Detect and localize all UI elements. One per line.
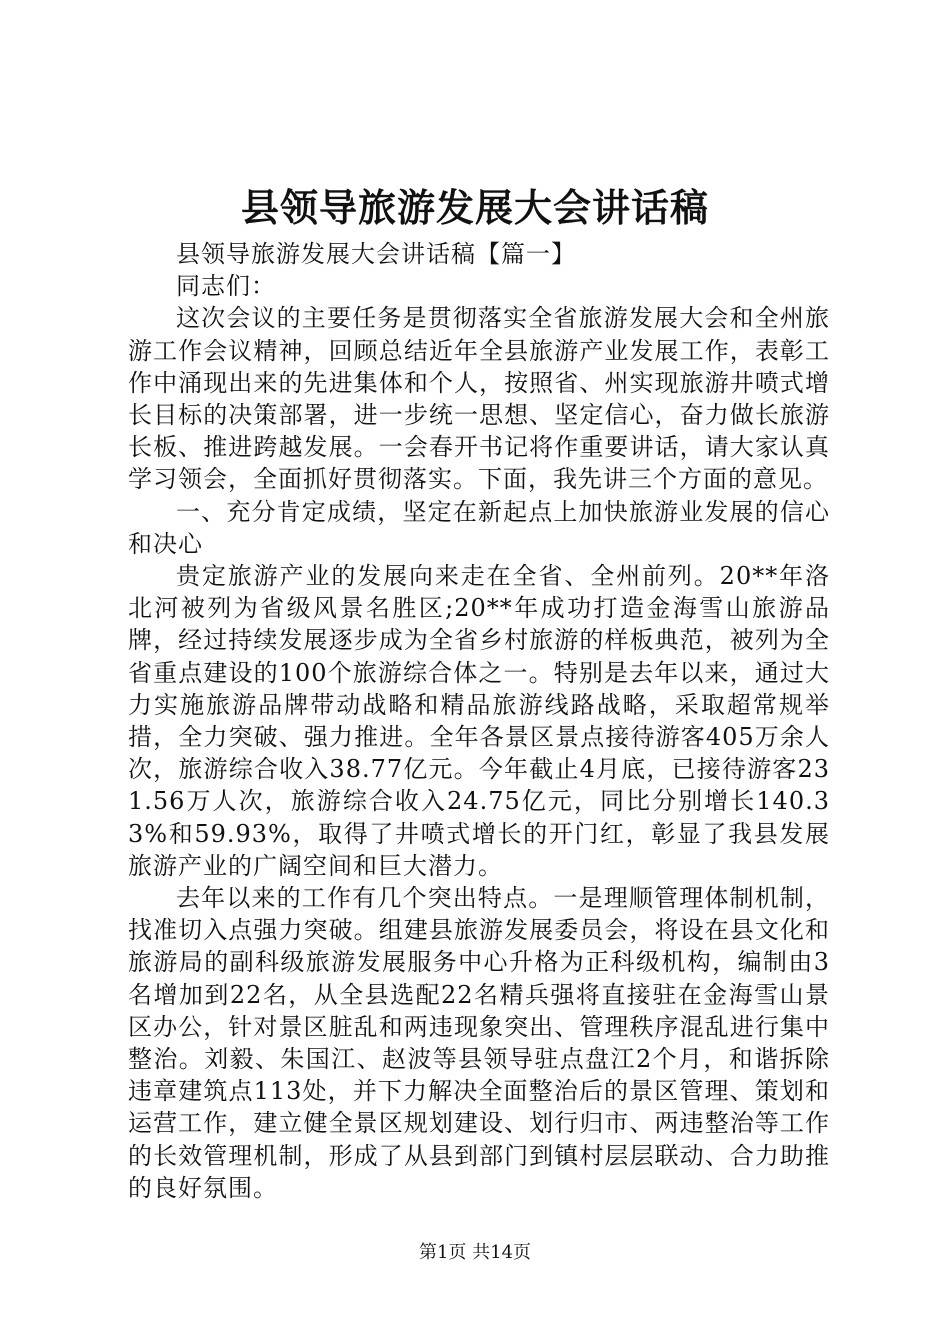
paragraph: 去年以来的工作有几个突出特点。一是理顺管理体制机制，找准切入点强力突破。组建县旅游发展委员会，将设在县文化和旅游局的副科级旅游发展服务中心升格为正科级机构，编制由3名增加到22名，从全县选配22名精兵强将直接驻在金海雪山景区办公，针对景区脏乱和两违现象突出、管理秩序混乱进行集中整治。刘毅、朱国江、赵波等县领导驻点盘江2个月，和谐拆除违章建筑点113处，并下力解决全面整治后的景区管理、策划和运营工作，建立健全景区规划建设、划行归市、两违整治等工作的长效管理机制，形成了从县到部门到镇村层层联动、合力助推的良好氛围。 — [128, 884, 830, 1202]
salutation: 同志们： — [176, 272, 276, 301]
paragraph: 这次会议的主要任务是贯彻落实全省旅游发展大会和全州旅游工作会议精神，回顾总结近年全县旅游产业发展工作，表彰工作中涌现出来的先进集体和个人，按照省、州实现旅游井喷式增长目标的决策部署，进一步统一思想、坚定信心，奋力做长旅游长板、推进跨越发展。一会春开书记将作重要讲话，请大家认真学习领会，全面抓好贯彻落实。下面，我先讲三个方面的意见。 — [128, 304, 830, 494]
subheading: 一、充分肯定成绩，坚定在新起点上加快旅游业发展的信心和决心 — [128, 497, 830, 558]
page-number: 第1页 共14页 — [418, 1242, 532, 1263]
document-body — [128, 238, 830, 1204]
paragraph: 贵定旅游产业的发展向来走在全省、全州前列。20**年洛北河被列为省级风景名胜区;20**年成功打造金海雪山旅游品牌，经过持续发展逐步成为全省乡村旅游的样板典范，被列为全省重点建设的100个旅游综合体之一。特别是去年以来，通过大力实施旅游品牌带动战略和精品旅游线路战略，采取超常规举措，全力突破、强力推进。全年各景区景点接待游客405万余人次，旅游综合收入38.77亿元。今年截止4月底，已接待游客231.56万人次，旅游综合收入24.75亿元，同比分别增长140.33%和59.93%，取得了井喷式增长的开门红，彰显了我县发展旅游产业的广阔空间和巨大潜力。 — [128, 562, 830, 880]
document-title: 县领导旅游发展大会讲话稿 — [240, 185, 709, 230]
section-heading: 县领导旅游发展大会讲话稿【篇一】 — [176, 240, 576, 268]
